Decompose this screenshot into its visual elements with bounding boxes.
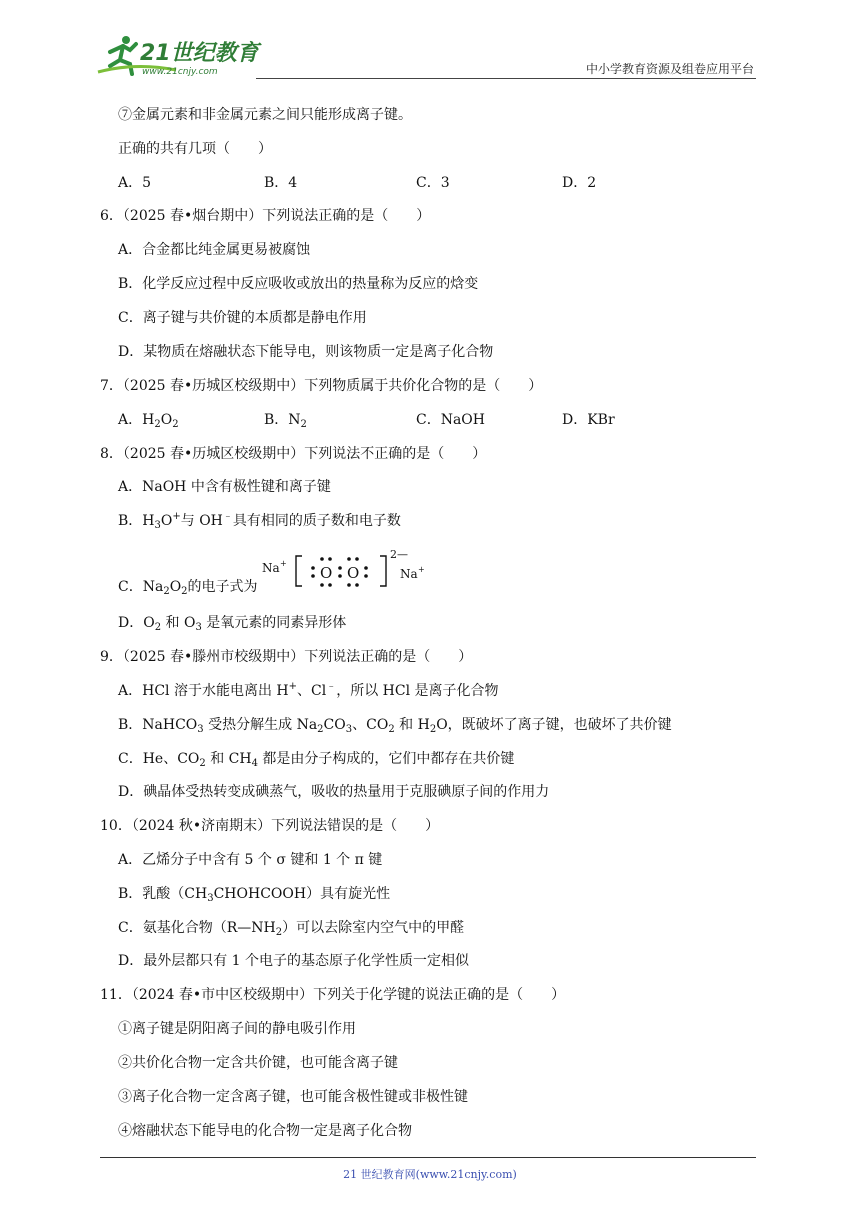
- q9-a-sup1: +: [288, 681, 298, 692]
- logo-url: www.21cnjy.com: [142, 67, 218, 77]
- q7-b-sub1: 2: [300, 419, 307, 430]
- left-bracket-icon: [296, 556, 302, 586]
- q11-item-1: ①离子键是阴阳离子间的静电吸引作用: [118, 1021, 356, 1037]
- q9-b-rest: O，既破坏了离子键，也破坏了共价键: [436, 717, 672, 733]
- electron-formula-figure: [262, 550, 427, 590]
- q6-option-c[interactable]: C．离子键与共价键的本质都是静电作用: [118, 310, 367, 326]
- q9-option-a[interactable]: [118, 682, 499, 700]
- q10-option-c[interactable]: [118, 919, 464, 937]
- q8-c-o: O: [169, 579, 182, 595]
- q9-c-mid: 和 CH: [205, 751, 252, 767]
- q11-stem: 11．（2024 春•市中区校级期中）下列关于化学键的说法正确的是（ ）: [100, 987, 566, 1003]
- q8-b-rest: 具有相同的质子数和电子数: [232, 513, 401, 529]
- q10-option-a[interactable]: A．乙烯分子中含有 5 个 σ 键和 1 个 π 键: [118, 852, 383, 868]
- q9-b-m4: 和 H: [394, 717, 430, 733]
- q9-b-sub5: 2: [429, 724, 437, 735]
- footer-link[interactable]: 21 世纪教育网(www.21cnjy.com): [343, 1168, 517, 1181]
- q5-option-b[interactable]: B．4: [264, 175, 298, 191]
- q9-a-mid: 、Cl: [297, 683, 327, 699]
- q9-option-c[interactable]: [118, 750, 514, 768]
- q9-a-rest: ，所以 HCl 是离子化合物: [336, 683, 499, 699]
- formula-oxygen-1: O: [320, 564, 333, 582]
- q8-option-a[interactable]: A．NaOH 中含有极性键和离子键: [118, 479, 331, 495]
- q8-b-label: B．H: [118, 513, 155, 529]
- q8-c-sub1: 2: [163, 586, 170, 597]
- formula-na-left: Na: [262, 561, 280, 575]
- q10-stem: 10．（2024 秋•济南期末）下列说法错误的是（ ）: [100, 818, 440, 834]
- q8-stem: 8．（2025 春•历城区校级期中）下列说法不正确的是（ ）: [100, 446, 487, 462]
- q9-b-sub1: 3: [197, 724, 204, 735]
- q8-c-label: C．Na: [118, 579, 164, 595]
- q9-stem: 9．（2025 春•滕州市校级期中）下列说法正确的是（ ）: [100, 649, 473, 665]
- q9-c-label: C．He、CO: [118, 751, 200, 767]
- q8-option-c[interactable]: [118, 578, 258, 596]
- q5-option-c[interactable]: C．3: [416, 175, 450, 191]
- q9-c-sub2: 4: [251, 758, 258, 769]
- q8-b-mid: 与 OH: [180, 513, 223, 529]
- q6-option-d[interactable]: D．某物质在熔融状态下能导电，则该物质一定是离子化合物: [118, 344, 494, 360]
- q11-item-2: ②共价化合物一定含共价键，也可能含离子键: [118, 1055, 398, 1071]
- q11-item-3: ③离子化合物一定含离子键，也可能含极性键或非极性键: [118, 1089, 468, 1105]
- header-divider: [256, 78, 756, 79]
- q8-d-mid: 和 O: [161, 615, 196, 631]
- q10-option-b[interactable]: [118, 885, 390, 903]
- site-logo[interactable]: [96, 32, 266, 78]
- platform-title: 中小学教育资源及组卷应用平台: [585, 62, 754, 76]
- q8-d-sub1: 2: [154, 622, 162, 633]
- q10-option-d[interactable]: D．最外层都只有 1 个电子的基态原子化学性质一定相似: [118, 953, 470, 969]
- q7-option-d[interactable]: D．KBr: [562, 412, 615, 428]
- q9-b-sub2: 2: [317, 724, 324, 735]
- page-header: [96, 32, 756, 78]
- q9-option-d[interactable]: D．碘晶体受热转变成碘蒸气，吸收的热量用于克服碘原子间的作用力: [118, 784, 550, 800]
- runner-logo-icon: [96, 32, 266, 78]
- q6-stem: 6．（2025 春•烟台期中）下列说法正确的是（ ）: [100, 208, 431, 224]
- q7-a-label: A．: [118, 412, 143, 428]
- q7-stem: 7．（2025 春•历城区校级期中）下列物质属于共价化合物的是（ ）: [100, 378, 543, 394]
- q5-option-d[interactable]: D．2: [562, 175, 597, 191]
- q8-d-label: D．O: [118, 615, 155, 631]
- footer-divider: [100, 1157, 756, 1158]
- q11-item-4: ④熔融状态下能导电的化合物一定是离子化合物: [118, 1123, 412, 1139]
- q10-c-rest: ）可以去除室内空气中的甲醛: [282, 920, 465, 936]
- q10-b-sub1: 3: [207, 893, 214, 904]
- q10-c-sub1: 2: [275, 927, 283, 938]
- q7-a-el1: H: [142, 412, 155, 428]
- q7-a-sub1: 2: [154, 419, 161, 430]
- q9-b-m3: 、CO: [352, 717, 389, 733]
- q9-a-label: A．HCl 溶于水能电离出 H: [118, 683, 289, 699]
- formula-plus-left: +: [280, 559, 287, 568]
- q9-option-b[interactable]: [118, 716, 672, 734]
- formula-charge: 2—: [390, 550, 408, 561]
- q7-a-el2: O: [160, 412, 173, 428]
- q10-c-label: C．氨基化合物（R—NH: [118, 920, 276, 936]
- q5-option-a[interactable]: A．5: [118, 175, 152, 191]
- q8-option-b[interactable]: [118, 512, 401, 530]
- q7-b-el1: N: [288, 412, 301, 428]
- q8-c-rest: 的电子式为: [187, 579, 258, 595]
- q8-b-sub1: 3: [154, 520, 161, 531]
- right-bracket-icon: [380, 556, 386, 586]
- q9-b-label: B．NaHCO: [118, 717, 198, 733]
- q6-option-b[interactable]: B．化学反应过程中反应吸收或放出的热量称为反应的焓变: [118, 276, 479, 292]
- q9-b-m2: CO: [323, 717, 346, 733]
- q8-c-sub2: 2: [181, 586, 188, 597]
- q5-item-7: ⑦金属元素和非金属元素之间只能形成离子键。: [118, 107, 412, 123]
- q7-b-label: B．: [264, 412, 289, 428]
- formula-oxygen-2: O: [347, 564, 360, 582]
- formula-plus-right: +: [418, 565, 425, 574]
- q10-b-rest: CHOHCOOH）具有旋光性: [213, 886, 391, 902]
- q5-prompt: 正确的共有几项（ ）: [118, 141, 272, 157]
- q7-a-sub2: 2: [172, 419, 179, 430]
- q8-d-sub2: 3: [195, 622, 202, 633]
- q8-b-sup1: +: [172, 511, 181, 522]
- q9-b-sub4: 2: [388, 724, 395, 735]
- q9-b-sub3: 3: [345, 724, 353, 735]
- q9-a-sup2: ﹣: [326, 681, 337, 692]
- q8-b-sup2: ﹣: [222, 511, 233, 522]
- q10-b-label: B．乳酸（CH: [118, 886, 208, 902]
- q7-option-b[interactable]: [264, 411, 307, 429]
- q7-option-a[interactable]: [118, 411, 179, 429]
- q8-option-d[interactable]: [118, 614, 346, 632]
- q8-b-o: O: [160, 513, 173, 529]
- q9-b-m1: 受热分解生成 Na: [203, 717, 318, 733]
- logo-text: 21世纪教育: [140, 41, 259, 66]
- q9-c-sub1: 2: [199, 758, 206, 769]
- q8-d-rest: 是氧元素的同素异形体: [201, 615, 347, 631]
- formula-na-right: Na: [400, 567, 418, 581]
- q7-option-c[interactable]: C．NaOH: [416, 412, 485, 428]
- q6-option-a[interactable]: A．合金都比纯金属更易被腐蚀: [118, 242, 311, 258]
- q9-c-rest: 都是由分子构成的，它们中都存在共价键: [257, 751, 515, 767]
